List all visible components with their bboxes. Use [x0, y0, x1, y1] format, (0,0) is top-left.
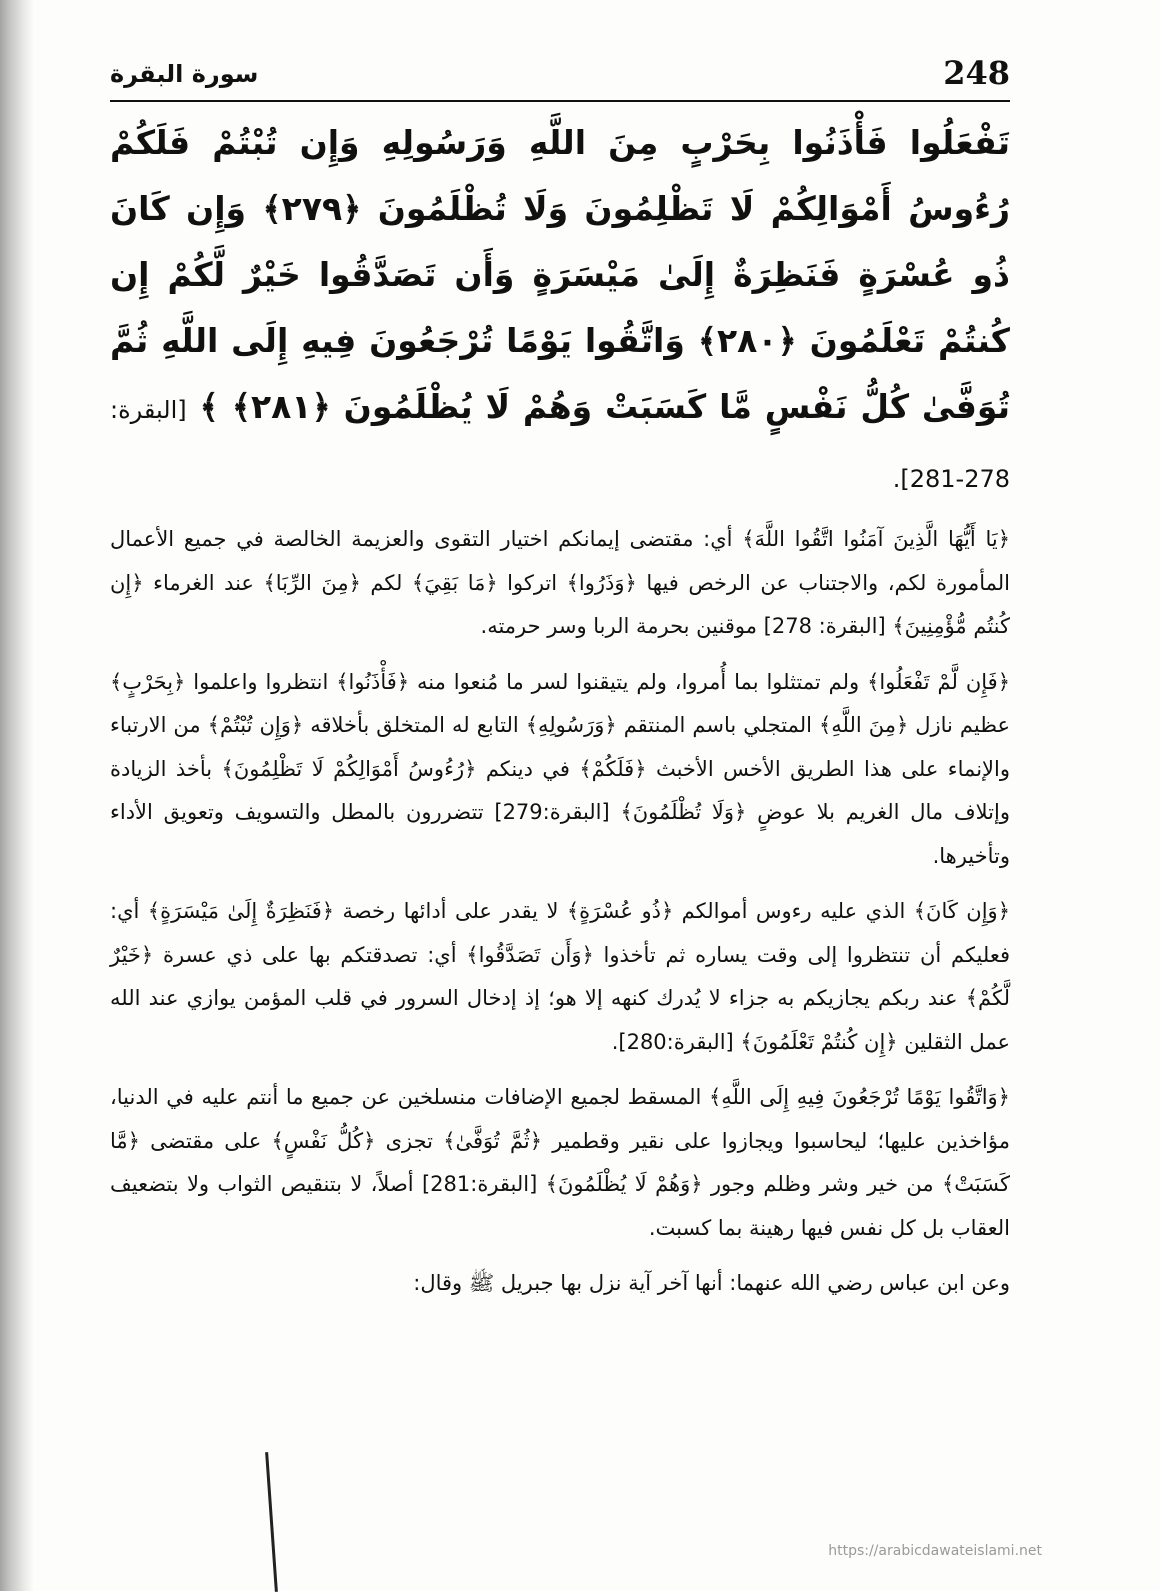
watermark-url: https://arabicdawateislami.net — [828, 1543, 1042, 1559]
scan-margin-line — [265, 1452, 278, 1592]
page-content — [110, 110, 1010, 1318]
page-header — [110, 52, 1010, 102]
page-number: 248 — [943, 54, 1010, 92]
tafsir-paragraph-5: وعن ابن عباس رضي الله عنهما: أنها آخر آية نزل بها جبريل ﷺ وقال: — [413, 1271, 1010, 1295]
tafsir-paragraph-4: ﴿وَاتَّقُوا يَوْمًا تُرْجَعُونَ فِيهِ إِلَى اللَّهِ﴾ المسقط لجميع الإضافات منسلخين عن جميع ما أنتم عليه في الدنيا، مؤاخذين عليها؛ ليحاسبوا ويجازوا على نقير وقطمير ﴿ثُمَّ تُوَفَّىٰ﴾ تجزى ﴿كُلُّ نَفْسٍ﴾ على مقتضى ﴿مَّا كَسَبَتْ﴾ من خير وشر وظلم وجور ﴿وَهُمْ لَا يُظْلَمُونَ﴾ [البقرة:281] أصلاً، لا بتنقيص الثواب ولا بتضعيف العقاب بل كل نفس فيها رهينة بما كسبت. — [110, 1085, 1010, 1240]
surah-title: سورة البقرة — [110, 60, 259, 88]
tafsir-paragraph-3: ﴿وَإِن كَانَ﴾ الذي عليه رءوس أموالكم ﴿ذُو عُسْرَةٍ﴾ لا يقدر على أدائها رخصة ﴿فَنَظِرَةٌ إِلَىٰ مَيْسَرَةٍ﴾ أي: فعليكم أن تنتظروا إلى وقت يساره ثم تأخذوا ﴿وَأَن تَصَدَّقُوا﴾ أي: تصدقتكم بها على ذي عسرة ﴿خَيْرٌ لَّكُمْ﴾ عند ربكم يجازيكم به جزاء لا يُدرك كنهه إلا هو؛ إذ إدخال السرور في قلب المؤمن يوازي عند الله عمل الثقلين ﴿إِن كُنتُمْ تَعْلَمُونَ﴾ [البقرة:280]. — [110, 899, 1010, 1054]
quran-verses — [110, 110, 1010, 512]
tafsir-paragraph-2: ﴿فَإِن لَّمْ تَفْعَلُوا﴾ ولم تمتثلوا بما أُمروا، ولم يتيقنوا لسر ما مُنعوا منه ﴿فَأْذَنُوا﴾ انتظروا واعلموا ﴿بِحَرْبٍ﴾ عظيم نازل ﴿مِنَ اللَّهِ﴾ المتجلي باسم المنتقم ﴿وَرَسُولِهِ﴾ التابع له المتخلق بأخلاقه ﴿وَإِن تُبْتُمْ﴾ من الارتباء والإنماء على هذا الطريق الأخس الأخبث ﴿فَلَكُمْ﴾ في دينكم ﴿رُءُوسُ أَمْوَالِكُمْ لَا تَظْلِمُونَ﴾ بأخذ الزيادة وإتلاف مال الغريم بلا عوضٍ ﴿وَلَا تُظْلَمُونَ﴾ [البقرة:279] تتضررون بالمطل والتسويف وتعويق الأداء وتأخيرها. — [110, 669, 1010, 868]
verses-text: تَفْعَلُوا فَأْذَنُوا بِحَرْبٍ مِنَ اللَّهِ وَرَسُولِهِ وَإِن تُبْتُمْ فَلَكُمْ رُءُوسُ أَمْوَالِكُمْ لَا تَظْلِمُونَ وَلَا تُظْلَمُونَ ﴿٢٧٩﴾ وَإِن كَانَ ذُو عُسْرَةٍ فَنَظِرَةٌ إِلَىٰ مَيْسَرَةٍ وَأَن تَصَدَّقُوا خَيْرٌ لَّكُمْ إِن كُنتُمْ تَعْلَمُونَ ﴿٢٨٠﴾ وَاتَّقُوا يَوْمًا تُرْجَعُونَ فِيهِ إِلَى اللَّهِ ثُمَّ تُوَفَّىٰ كُلُّ نَفْسٍ مَّا كَسَبَتْ وَهُمْ لَا يُظْلَمُونَ ﴿٢٨١﴾ ﴾ — [110, 123, 1010, 426]
scan-edge-shadow — [0, 0, 34, 1591]
verses-reference: [البقرة: 278-281]. — [110, 396, 1010, 493]
tafsir-paragraph-1: ﴿يَا أَيُّهَا الَّذِينَ آمَنُوا اتَّقُوا اللَّهَ﴾ أي: مقتضى إيمانكم اختيار التقوى والعزيمة الخالصة في جميع الأعمال المأمورة لكم، والاجتناب عن الرخص فيها ﴿وَذَرُوا﴾ اتركوا ﴿مَا بَقِيَ﴾ لكم ﴿مِنَ الرِّبَا﴾ عند الغرماء ﴿إِن كُنتُم مُّؤْمِنِينَ﴾ [البقرة: 278] موقنين بحرمة الربا وسر حرمته. — [110, 527, 1010, 638]
